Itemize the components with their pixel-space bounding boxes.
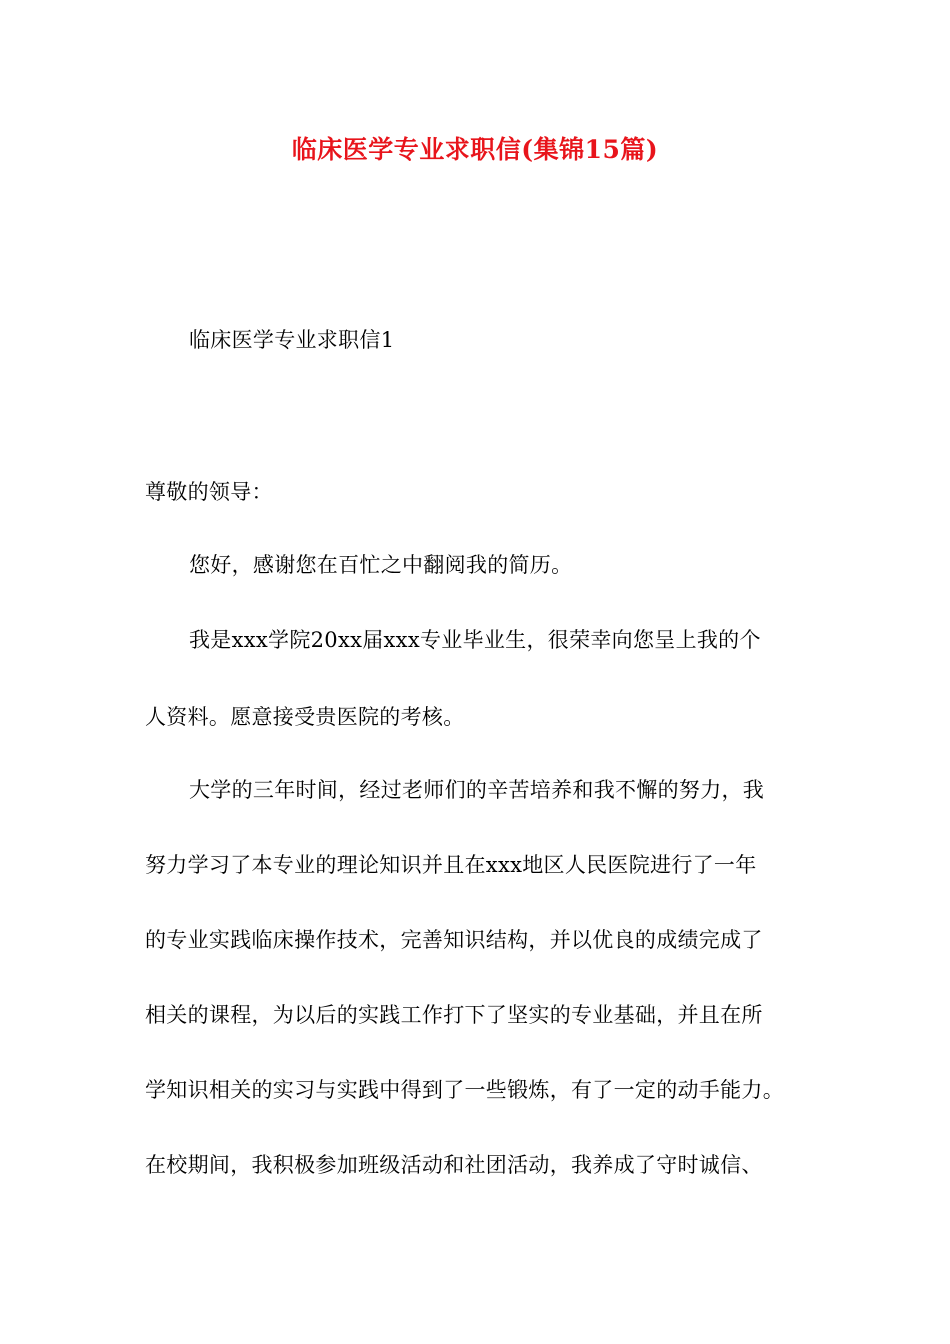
salutation: 尊敬的领导： [145, 480, 273, 504]
body-line: 在校期间，我积极参加班级活动和社团活动，我养成了守时诚信、 [145, 1153, 763, 1177]
body-line: 相关的课程，为以后的实践工作打下了坚实的专业基础，并且在所 [145, 1003, 763, 1027]
body-line: 的专业实践临床操作技术，完善知识结构，并以优良的成绩完成了 [145, 928, 763, 952]
section-heading: 临床医学专业求职信1 [189, 328, 395, 352]
body-line: 我是xxx学院20xx届xxx专业毕业生，很荣幸向您呈上我的个 [189, 628, 761, 652]
body-line: 大学的三年时间，经过老师们的辛苦培养和我不懈的努力，我 [189, 778, 765, 802]
body-line: 您好，感谢您在百忙之中翻阅我的简历。 [189, 553, 573, 577]
body-line: 努力学习了本专业的理论知识并且在xxx地区人民医院进行了一年 [145, 853, 757, 877]
body-line: 学知识相关的实习与实践中得到了一些锻炼，有了一定的动手能力。 [145, 1078, 784, 1102]
body-line: 人资料。愿意接受贵医院的考核。 [145, 705, 465, 729]
document-title: 临床医学专业求职信(集锦15篇) [291, 135, 659, 164]
